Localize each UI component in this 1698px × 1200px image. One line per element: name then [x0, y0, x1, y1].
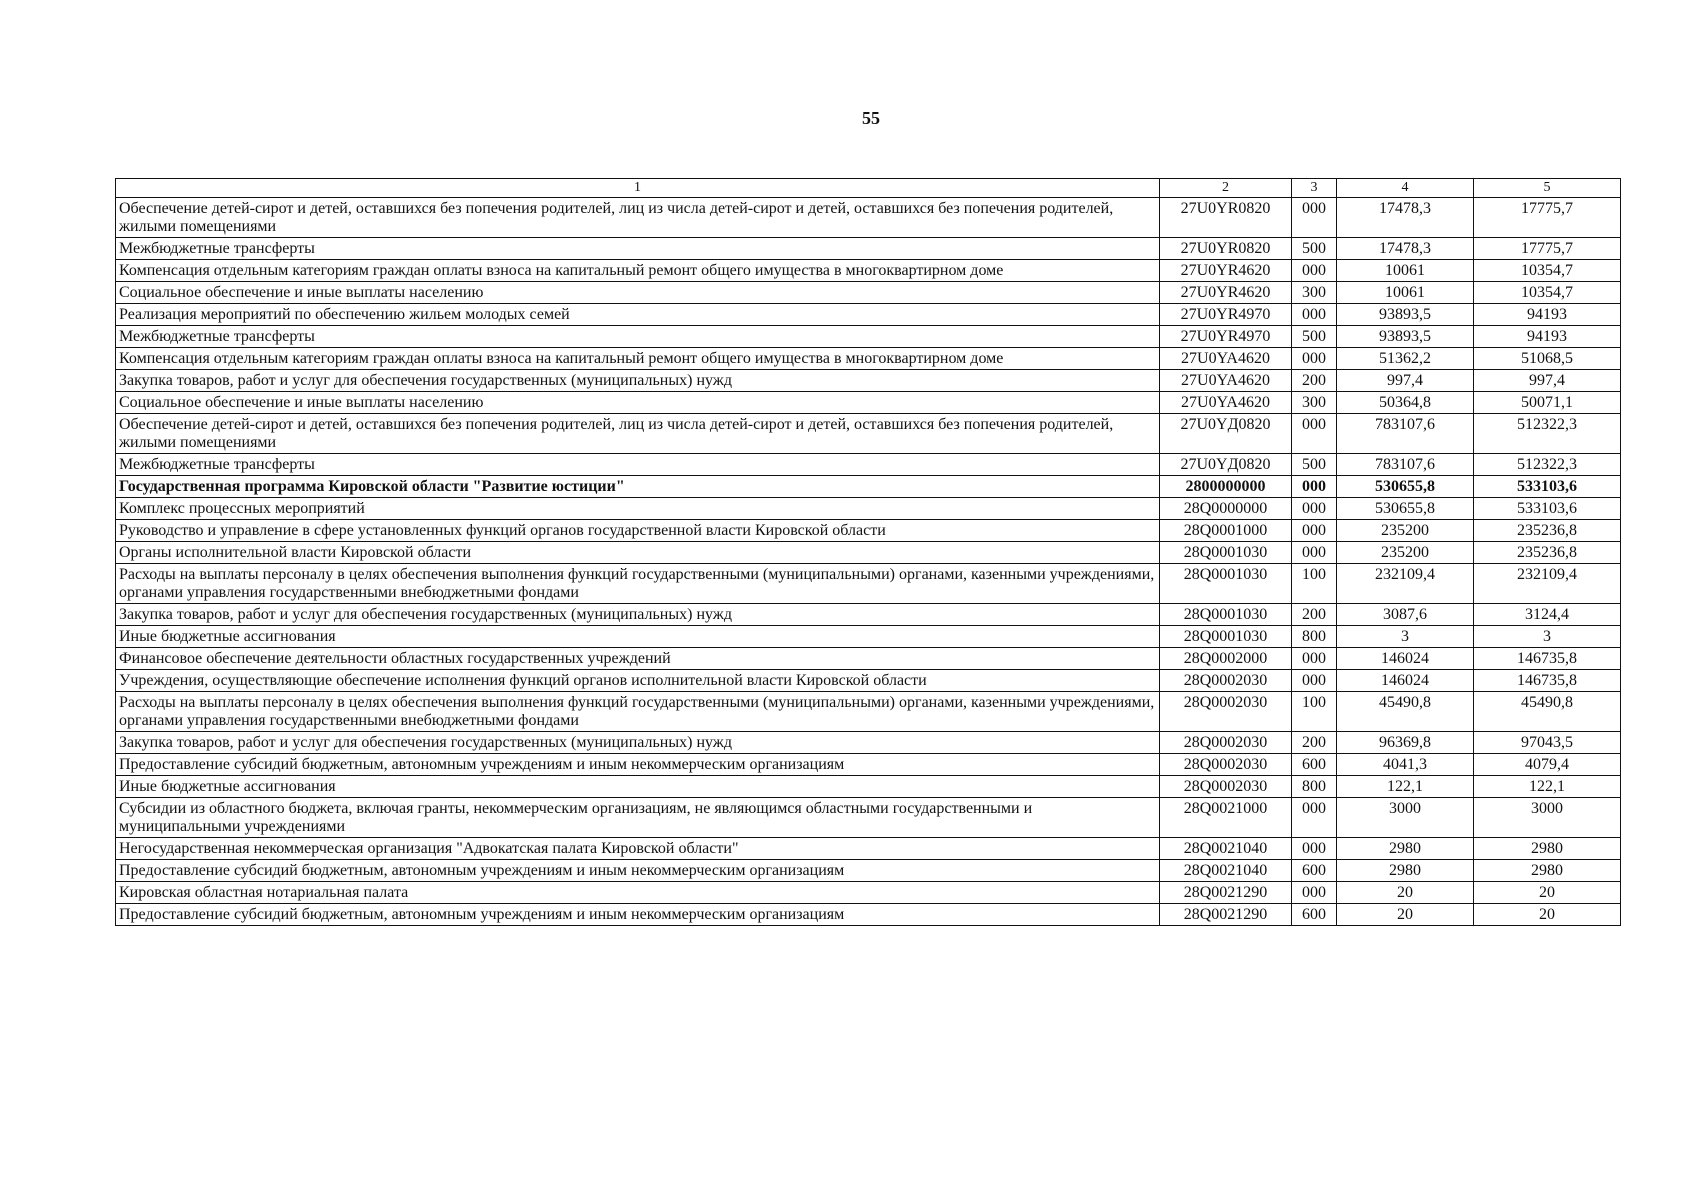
- header-col-1: 1: [116, 179, 1160, 198]
- row-name: Социальное обеспечение и иные выплаты населению: [116, 392, 1160, 414]
- row-code: 28Q0000000: [1160, 498, 1292, 520]
- row-value-col5: 2980: [1474, 860, 1621, 882]
- row-expense-kind: 600: [1292, 860, 1337, 882]
- row-code: 27U0YД0820: [1160, 454, 1292, 476]
- row-name: Иные бюджетные ассигнования: [116, 626, 1160, 648]
- row-code: 2800000000: [1160, 476, 1292, 498]
- table-row: [116, 904, 1621, 926]
- row-expense-kind: 300: [1292, 392, 1337, 414]
- row-expense-kind: 800: [1292, 776, 1337, 798]
- row-name: Предоставление субсидий бюджетным, автономным учреждениям и иным некоммерческим организациям: [116, 904, 1160, 926]
- row-name: Органы исполнительной власти Кировской области: [116, 542, 1160, 564]
- row-code: 28Q0002030: [1160, 692, 1292, 732]
- row-value-col5: 235236,8: [1474, 542, 1621, 564]
- row-code: 28Q0001030: [1160, 626, 1292, 648]
- row-code: 28Q0001030: [1160, 542, 1292, 564]
- row-value-col5: 122,1: [1474, 776, 1621, 798]
- row-value-col5: 146735,8: [1474, 648, 1621, 670]
- row-code: 27U0YR0820: [1160, 198, 1292, 238]
- row-code: 28Q0021040: [1160, 860, 1292, 882]
- row-name: Закупка товаров, работ и услуг для обеспечения государственных (муниципальных) нужд: [116, 732, 1160, 754]
- row-value-col4: 45490,8: [1337, 692, 1474, 732]
- table-row: [116, 838, 1621, 860]
- row-value-col4: 235200: [1337, 542, 1474, 564]
- header-col-3: 3: [1292, 179, 1337, 198]
- row-name: Расходы на выплаты персоналу в целях обеспечения выполнения функций государственными (муниципальными) органами, казенными учреждениями, органами управления государственными внебюджетными фондами: [116, 564, 1160, 604]
- row-value-col4: 146024: [1337, 670, 1474, 692]
- table-row: [116, 670, 1621, 692]
- row-code: 28Q0002030: [1160, 754, 1292, 776]
- row-code: 28Q0002030: [1160, 732, 1292, 754]
- row-code: 28Q0001030: [1160, 564, 1292, 604]
- row-value-col5: 146735,8: [1474, 670, 1621, 692]
- row-name: Социальное обеспечение и иные выплаты населению: [116, 282, 1160, 304]
- row-value-col5: 20: [1474, 882, 1621, 904]
- row-name: Компенсация отдельным категориям граждан оплаты взноса на капитальный ремонт общего имущества в многоквартирном доме: [116, 260, 1160, 282]
- row-value-col5: 97043,5: [1474, 732, 1621, 754]
- row-name: Межбюджетные трансферты: [116, 326, 1160, 348]
- row-value-col4: 96369,8: [1337, 732, 1474, 754]
- table-body: [116, 198, 1621, 926]
- row-name: Обеспечение детей-сирот и детей, оставшихся без попечения родителей, лиц из числа детей-сирот и детей, оставшихся без попечения родителей, жилыми помещениями: [116, 414, 1160, 454]
- row-name: Кировская областная нотариальная палата: [116, 882, 1160, 904]
- row-value-col4: 146024: [1337, 648, 1474, 670]
- row-value-col4: 4041,3: [1337, 754, 1474, 776]
- row-name: Расходы на выплаты персоналу в целях обеспечения выполнения функций государственными (муниципальными) органами, казенными учреждениями, органами управления государственными внебюджетными фондами: [116, 692, 1160, 732]
- row-name: Закупка товаров, работ и услуг для обеспечения государственных (муниципальных) нужд: [116, 370, 1160, 392]
- row-expense-kind: 600: [1292, 754, 1337, 776]
- row-name: Субсидии из областного бюджета, включая гранты, некоммерческим организациям, не являющимся областными государственными и муниципальными учреждениями: [116, 798, 1160, 838]
- row-value-col4: 3: [1337, 626, 1474, 648]
- row-code: 28Q0002030: [1160, 670, 1292, 692]
- row-name: Финансовое обеспечение деятельности областных государственных учреждений: [116, 648, 1160, 670]
- row-value-col4: 232109,4: [1337, 564, 1474, 604]
- row-code: 28Q0002030: [1160, 776, 1292, 798]
- row-expense-kind: 300: [1292, 282, 1337, 304]
- row-expense-kind: 000: [1292, 304, 1337, 326]
- table-row: [116, 304, 1621, 326]
- table-row: [116, 604, 1621, 626]
- row-name: Межбюджетные трансферты: [116, 454, 1160, 476]
- row-value-col5: 10354,7: [1474, 260, 1621, 282]
- table-row: [116, 520, 1621, 542]
- row-value-col5: 232109,4: [1474, 564, 1621, 604]
- row-expense-kind: 000: [1292, 498, 1337, 520]
- row-value-col4: 17478,3: [1337, 198, 1474, 238]
- table-row: [116, 860, 1621, 882]
- row-code: 27U0YД0820: [1160, 414, 1292, 454]
- row-code: 28Q0021290: [1160, 904, 1292, 926]
- row-value-col5: 997,4: [1474, 370, 1621, 392]
- row-expense-kind: 100: [1292, 692, 1337, 732]
- row-expense-kind: 000: [1292, 648, 1337, 670]
- row-code: 28Q0001000: [1160, 520, 1292, 542]
- table-row: [116, 626, 1621, 648]
- row-value-col5: 2980: [1474, 838, 1621, 860]
- row-expense-kind: 500: [1292, 238, 1337, 260]
- table-row: [116, 414, 1621, 454]
- table-row: [116, 260, 1621, 282]
- row-value-col5: 20: [1474, 904, 1621, 926]
- row-expense-kind: 500: [1292, 326, 1337, 348]
- table-row: [116, 648, 1621, 670]
- table-header: [116, 179, 1621, 198]
- row-expense-kind: 000: [1292, 348, 1337, 370]
- row-value-col5: 45490,8: [1474, 692, 1621, 732]
- row-code: 27U0YA4620: [1160, 348, 1292, 370]
- row-expense-kind: 200: [1292, 604, 1337, 626]
- row-expense-kind: 000: [1292, 260, 1337, 282]
- row-name: Реализация мероприятий по обеспечению жильем молодых семей: [116, 304, 1160, 326]
- row-value-col4: 10061: [1337, 282, 1474, 304]
- row-code: 27U0YR0820: [1160, 238, 1292, 260]
- row-expense-kind: 000: [1292, 670, 1337, 692]
- row-expense-kind: 000: [1292, 476, 1337, 498]
- row-value-col5: 4079,4: [1474, 754, 1621, 776]
- row-value-col5: 3124,4: [1474, 604, 1621, 626]
- table-row: [116, 564, 1621, 604]
- row-name: Закупка товаров, работ и услуг для обеспечения государственных (муниципальных) нужд: [116, 604, 1160, 626]
- row-name: Негосударственная некоммерческая организация "Адвокатская палата Кировской области": [116, 838, 1160, 860]
- row-value-col4: 10061: [1337, 260, 1474, 282]
- table-row: [116, 754, 1621, 776]
- row-value-col5: 3: [1474, 626, 1621, 648]
- row-name: Компенсация отдельным категориям граждан оплаты взноса на капитальный ремонт общего имущества в многоквартирном доме: [116, 348, 1160, 370]
- row-value-col5: 94193: [1474, 326, 1621, 348]
- row-value-col5: 512322,3: [1474, 454, 1621, 476]
- row-value-col4: 235200: [1337, 520, 1474, 542]
- row-code: 28Q0002000: [1160, 648, 1292, 670]
- row-value-col4: 93893,5: [1337, 304, 1474, 326]
- row-code: 27U0YR4970: [1160, 326, 1292, 348]
- row-expense-kind: 100: [1292, 564, 1337, 604]
- table-row: [116, 732, 1621, 754]
- table-row: [116, 370, 1621, 392]
- table-row: [116, 498, 1621, 520]
- row-value-col4: 3000: [1337, 798, 1474, 838]
- row-name: Руководство и управление в сфере установленных функций органов государственной власти Кировской области: [116, 520, 1160, 542]
- row-value-col4: 20: [1337, 882, 1474, 904]
- row-expense-kind: 000: [1292, 798, 1337, 838]
- row-value-col4: 50364,8: [1337, 392, 1474, 414]
- row-code: 28Q0021000: [1160, 798, 1292, 838]
- row-value-col4: 51362,2: [1337, 348, 1474, 370]
- table-row: [116, 238, 1621, 260]
- row-code: 27U0YR4620: [1160, 282, 1292, 304]
- row-code: 27U0YR4620: [1160, 260, 1292, 282]
- row-name: Учреждения, осуществляющие обеспечение исполнения функций органов исполнительной власти Кировской области: [116, 670, 1160, 692]
- row-value-col4: 530655,8: [1337, 476, 1474, 498]
- row-value-col5: 94193: [1474, 304, 1621, 326]
- row-expense-kind: 000: [1292, 882, 1337, 904]
- row-value-col5: 10354,7: [1474, 282, 1621, 304]
- row-value-col4: 530655,8: [1337, 498, 1474, 520]
- header-col-2: 2: [1160, 179, 1292, 198]
- row-value-col5: 51068,5: [1474, 348, 1621, 370]
- row-value-col5: 3000: [1474, 798, 1621, 838]
- row-code: 28Q0021040: [1160, 838, 1292, 860]
- table-row: [116, 542, 1621, 564]
- page-number: 55: [862, 108, 880, 128]
- table-row: [116, 476, 1621, 498]
- row-name: Предоставление субсидий бюджетным, автономным учреждениям и иным некоммерческим организациям: [116, 754, 1160, 776]
- row-expense-kind: 500: [1292, 454, 1337, 476]
- row-value-col4: 93893,5: [1337, 326, 1474, 348]
- header-col-5: 5: [1474, 179, 1621, 198]
- table-row: [116, 326, 1621, 348]
- row-value-col4: 783107,6: [1337, 454, 1474, 476]
- table-row: [116, 798, 1621, 838]
- row-value-col4: 2980: [1337, 838, 1474, 860]
- row-name: Иные бюджетные ассигнования: [116, 776, 1160, 798]
- row-value-col5: 533103,6: [1474, 476, 1621, 498]
- row-value-col5: 17775,7: [1474, 238, 1621, 260]
- row-value-col5: 17775,7: [1474, 198, 1621, 238]
- table-row: [116, 282, 1621, 304]
- table-row: [116, 198, 1621, 238]
- header-col-4: 4: [1337, 179, 1474, 198]
- row-code: 27U0YA4620: [1160, 392, 1292, 414]
- row-value-col4: 783107,6: [1337, 414, 1474, 454]
- row-value-col4: 122,1: [1337, 776, 1474, 798]
- row-expense-kind: 000: [1292, 542, 1337, 564]
- table-row: [116, 454, 1621, 476]
- row-value-col4: 17478,3: [1337, 238, 1474, 260]
- row-name: Межбюджетные трансферты: [116, 238, 1160, 260]
- row-expense-kind: 000: [1292, 838, 1337, 860]
- row-code: 28Q0001030: [1160, 604, 1292, 626]
- row-code: 27U0YA4620: [1160, 370, 1292, 392]
- budget-table: [115, 178, 1621, 926]
- row-value-col4: 3087,6: [1337, 604, 1474, 626]
- table-row: [116, 692, 1621, 732]
- row-expense-kind: 000: [1292, 414, 1337, 454]
- row-expense-kind: 000: [1292, 198, 1337, 238]
- table-row: [116, 882, 1621, 904]
- row-expense-kind: 800: [1292, 626, 1337, 648]
- row-name: Обеспечение детей-сирот и детей, оставшихся без попечения родителей, лиц из числа детей-сирот и детей, оставшихся без попечения родителей, жилыми помещениями: [116, 198, 1160, 238]
- row-name: Государственная программа Кировской области "Развитие юстиции": [116, 476, 1160, 498]
- table-row: [116, 392, 1621, 414]
- row-expense-kind: 000: [1292, 520, 1337, 542]
- table-row: [116, 776, 1621, 798]
- header-row: [116, 179, 1621, 198]
- row-value-col5: 50071,1: [1474, 392, 1621, 414]
- row-value-col4: 20: [1337, 904, 1474, 926]
- row-code: 28Q0021290: [1160, 882, 1292, 904]
- row-expense-kind: 200: [1292, 732, 1337, 754]
- row-expense-kind: 200: [1292, 370, 1337, 392]
- row-expense-kind: 600: [1292, 904, 1337, 926]
- row-code: 27U0YR4970: [1160, 304, 1292, 326]
- row-value-col4: 997,4: [1337, 370, 1474, 392]
- row-name: Предоставление субсидий бюджетным, автономным учреждениям и иным некоммерческим организациям: [116, 860, 1160, 882]
- table-row: [116, 348, 1621, 370]
- row-name: Комплекс процессных мероприятий: [116, 498, 1160, 520]
- row-value-col5: 235236,8: [1474, 520, 1621, 542]
- row-value-col5: 533103,6: [1474, 498, 1621, 520]
- row-value-col5: 512322,3: [1474, 414, 1621, 454]
- row-value-col4: 2980: [1337, 860, 1474, 882]
